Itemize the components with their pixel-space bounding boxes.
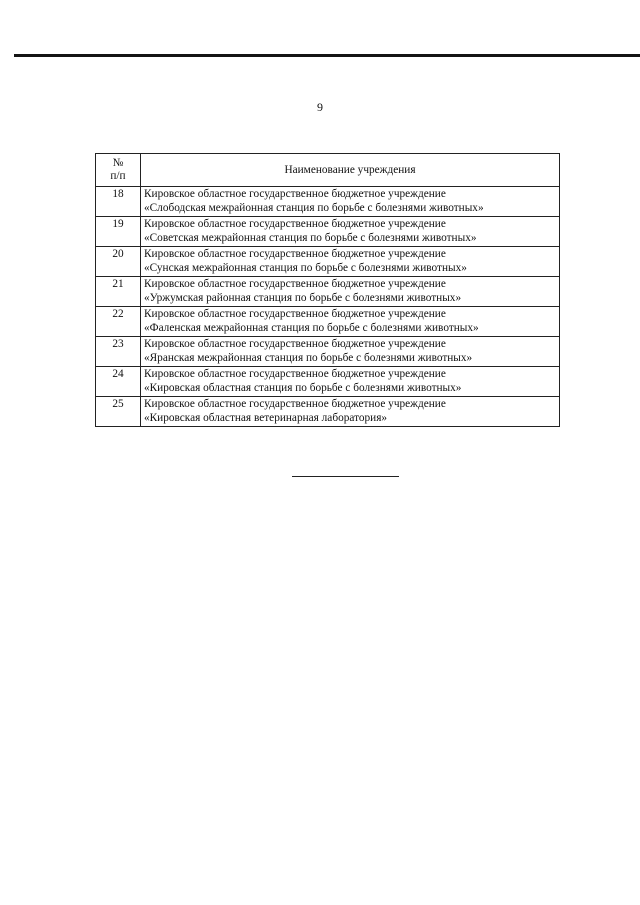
- row-number: 18: [96, 187, 141, 217]
- row-name: [141, 247, 560, 277]
- row-name-line1: Кировское областное государственное бюджетное учреждение: [144, 248, 446, 260]
- end-of-document-rule: [292, 476, 399, 477]
- row-number: 19: [96, 217, 141, 247]
- row-name-line2: «Яранская межрайонная станция по борьбе с болезнями животных»: [144, 352, 473, 364]
- table-row: [96, 217, 560, 247]
- row-name: [141, 277, 560, 307]
- row-name-line2: «Сунская межрайонная станция по борьбе с болезнями животных»: [144, 262, 467, 274]
- row-name-line2: «Уржумская районная станция по борьбе с болезнями животных»: [144, 292, 462, 304]
- row-number: 22: [96, 307, 141, 337]
- table-row: [96, 337, 560, 367]
- row-name-line2: «Фаленская межрайонная станция по борьбе с болезнями животных»: [144, 322, 479, 334]
- row-name-line2: «Слободская межрайонная станция по борьбе с болезнями животных»: [144, 202, 484, 214]
- table-header-row: [96, 154, 560, 187]
- institutions-table: [95, 153, 560, 427]
- table-row: [96, 187, 560, 217]
- row-name-line2: «Кировская областная станция по борьбе с болезнями животных»: [144, 382, 462, 394]
- row-name-line2: «Советская межрайонная станция по борьбе с болезнями животных»: [144, 232, 477, 244]
- row-name-line1: Кировское областное государственное бюджетное учреждение: [144, 188, 446, 200]
- header-name: Наименование учреждения: [141, 154, 560, 187]
- row-name-line1: Кировское областное государственное бюджетное учреждение: [144, 278, 446, 290]
- table-row: [96, 277, 560, 307]
- row-name-line1: Кировское областное государственное бюджетное учреждение: [144, 218, 446, 230]
- row-name: [141, 367, 560, 397]
- row-name-line1: Кировское областное государственное бюджетное учреждение: [144, 398, 446, 410]
- top-rule: [14, 54, 640, 57]
- row-name-line1: Кировское областное государственное бюджетное учреждение: [144, 368, 446, 380]
- row-number: 23: [96, 337, 141, 367]
- header-number: [96, 154, 141, 187]
- header-number-line1: №: [112, 157, 124, 169]
- table-row: [96, 397, 560, 427]
- table-row: [96, 307, 560, 337]
- row-name-line1: Кировское областное государственное бюджетное учреждение: [144, 308, 446, 320]
- row-name: [141, 217, 560, 247]
- row-number: 20: [96, 247, 141, 277]
- row-name: [141, 337, 560, 367]
- row-name-line2: «Кировская областная ветеринарная лаборатория»: [144, 412, 388, 424]
- row-number: 25: [96, 397, 141, 427]
- row-name: [141, 397, 560, 427]
- row-number: 21: [96, 277, 141, 307]
- table-row: [96, 247, 560, 277]
- page-number: 9: [317, 100, 323, 114]
- header-number-line2: п/п: [110, 170, 126, 182]
- row-name: [141, 307, 560, 337]
- table-row: [96, 367, 560, 397]
- row-name-line1: Кировское областное государственное бюджетное учреждение: [144, 338, 446, 350]
- row-name: [141, 187, 560, 217]
- row-number: 24: [96, 367, 141, 397]
